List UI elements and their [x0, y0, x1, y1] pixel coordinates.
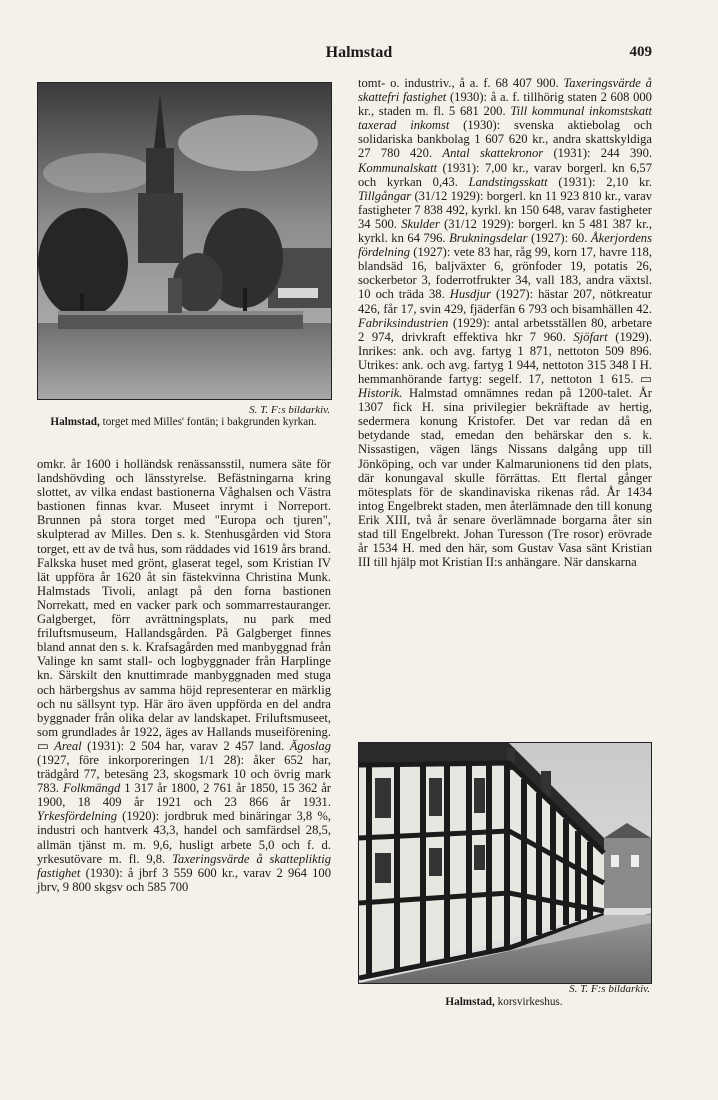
running-header: Halmstad: [325, 44, 393, 61]
stat-text: (1929). Inrikes: ank. och avg. fartyg 1 871, nettoton 509 896. Utrikes: ank. och avg. fartyg 1 944, nettoton 315 348 I H. hemmanhörande fartyg: segelf. 17, nettoton 1 615.: [358, 329, 652, 386]
stat-text: (31/12 1929): borgerl. kn 5 481 387 kr., kyrkl. kn 64 796.: [358, 216, 652, 246]
stat-label: Husdjur: [449, 287, 492, 302]
stat-label: Till kommunal inkomstskatt taxerad inkomst: [358, 104, 653, 133]
stat-label: Antal skattekronor: [442, 146, 544, 161]
stat-label: Åkerjordens fördelning: [358, 231, 652, 260]
text-run: tomt- o. industriv., å a. f. 68 407 900.: [358, 76, 564, 90]
stat-text: (31/12 1929): borgerl. kn 11 923 810 kr., varav fastigheter 7 838 492, kyrkl. kn 150 648, varav fastigheter 34 500.: [358, 188, 652, 231]
stat-text: Halmstad omnämnes redan på 1200-talet. År 1307 fick H. sina privilegier bekräftade av hertig, sedermera konung Kristofer. Det var redan då en betydande stad, emedan den behärskar den s. k. Nissastigen, vägen längs Nissans dalgång upp till Jönköping, och var under Kalmarunionens tid den plats, där konungaval skulle förrättas. Ett flertal gånger mötesplats för de skandinaviska rikenas råd. År 1434 intog Engelbrekt staden, men återlämnade den till konung Erik XIII, två år senare överlämnade borgarna åter sin stad till Engelbrekt. Johan Turesson (Tre rosor) erövrade år 1534 H. med den här, som Gustav Vasa sänt Kristian III till hjälp mot Kristian II:s anhängare. När danskarna: [358, 386, 652, 570]
stat-label: Skulder: [401, 216, 440, 231]
stat-label: Fabriksindustrien: [358, 315, 449, 330]
stat-label: Landstingsskatt: [468, 174, 548, 189]
stat-label: Sjöfart: [573, 329, 608, 344]
stat-text: (1920): jordbruk med binäringar 3,8 %, industri och hantverk 43,3, handel och samfärdsel 28,5, allmän tjänst m. m. 9,6, husligt arbete 5,0 och f. d. yrkesutövare m. fl. 9,8.: [37, 809, 331, 866]
stat-text: (1927): 60.: [527, 231, 591, 246]
stat-label: Yrkesfördelning: [37, 809, 117, 824]
caption-text: torget med Milles' fontän; i bakgrunden kyrkan.: [99, 416, 317, 428]
stat-text: (1927, före inkorporeringen 1/1 28): åker 652 har, trädgård 77, betesäng 23, skogsmark 10 och övrig mark 783.: [37, 752, 331, 796]
figure-caption-top: [37, 416, 330, 429]
stat-text: (1927): vete 83 har, råg 99, korn 17, havre 118, blandsäd 16, baljväxter 6, grönfoder 19, potatis 26, sockerbetor 3, foderrotfrukter 34, vall 183, andra växtsl. 10 och träda 38.: [358, 245, 652, 302]
stat-text: (1930): svenska aktiebolag och solidariska bankbolag 1 607 620 kr., andra skattskyldiga 27 780 420.: [358, 118, 652, 161]
stat-text: (1930): å a. f. tillhörig staten 2 608 000 kr., staden m. fl. 5 681 200.: [358, 90, 652, 119]
caption-place: Halmstad,: [50, 416, 100, 428]
figure-caption-bottom: [358, 996, 650, 1009]
stat-text: (1931): 2 504 har, varav 2 457 land.: [81, 738, 290, 753]
stat-text: (1927): hästar 207, nötkreatur 426, får 17, svin 429, fjäderfän 6 793 och bisamhällen 42.: [358, 287, 652, 316]
caption-text: korsvirkeshus.: [494, 996, 563, 1008]
stat-label: Ägoslag: [289, 738, 331, 753]
photo-credit-top: S. T. F:s bildarkiv.: [249, 404, 330, 416]
section-marker-areal: [37, 739, 82, 753]
stat-text: (1929): antal arbetsställen 80, arbetare 2 974, drivkraft effektiva hkr 7 960.: [358, 315, 652, 344]
stat-label: Taxeringsvärde å skattepliktig fastighet: [37, 851, 332, 880]
stat-label: Folkmängd: [62, 781, 121, 796]
photo-square-fountain-church: [37, 82, 332, 400]
stat-text: 1 317 år 1800, 2 761 år 1850, 15 362 år 1900, 18 409 år 1921 och 23 866 år 1931.: [37, 781, 332, 810]
right-paragraph: [358, 76, 652, 569]
stat-text: (1931): 7,00 kr., varav borgerl. kn 6,57 och kyrkan 0,43.: [358, 160, 652, 189]
left-text-column: [37, 457, 331, 894]
caption-place: Halmstad,: [445, 996, 495, 1008]
stat-text: (1931): 244 390.: [543, 146, 653, 161]
stat-label: ▭ Areal: [37, 738, 82, 753]
stat-label: ▭ Historik.: [358, 371, 652, 401]
right-text-column: [358, 76, 652, 569]
stat-text: (1931): 2,10 kr.: [547, 174, 652, 189]
page-number: 409: [629, 44, 652, 60]
stat-label: Kommunalskatt: [358, 160, 438, 175]
stat-label: Tillgångar: [358, 188, 412, 203]
stat-label: Brukningsdelar: [449, 231, 528, 246]
text-run: omkr. år 1600 i holländsk renässansstil, numera säte för landshövding och länsstyrelse. Befästningarna kring slottet, av vilka endast bastionerna Våghalsen och Västra bastionen finnas kvar. Museet inrymt i Norreport. Brunnen på stora torget med "Europa och tjuren", skulpterad av Milles. Den s. k. Stenhusgården vid Stora torget, ett av de två hus, som räddades vid 1619 års brand. Falkska huset med grönt, glaserat tegel, som Kristian IV lät uppföra år 1620 åt sin fästekvinna Christina Munk. Halmstads Tivoli, anlagt på den forna bastionen Norrekatt, med en vacker park och sommarrestauranger. Galgberget, förr avrättningsplats, nu park med friluftsmuseum, Hallandsgården. På Galgberget finnes bland annat den s. k. Krafsagården med manbyggnad från Valinge kn samt stall- och logbyggnader från Harplinge kn. Särskilt den knuttimrade manbyggnaden med stuga och härbergshus av samma höjd representerar en märklig och nu sällsynt typ. Här äro även uppförda en del andra byggnader från olika delar av landskapet. Friluftsmuseet, som grundlades år 1922, äges av Hallands museiförening.: [37, 457, 331, 739]
stat-text: (1930): å jbrf 3 559 600 kr., varav 2 964 100 jbrv, 9 800 skgsv och 585 700: [37, 865, 331, 894]
photo-half-timbered-house: [358, 742, 652, 984]
left-paragraph: [37, 457, 331, 894]
stat-label: Taxeringsvärde å skattefri fastighet: [358, 76, 652, 105]
photo-credit-bottom: S. T. F:s bildarkiv.: [569, 983, 650, 995]
